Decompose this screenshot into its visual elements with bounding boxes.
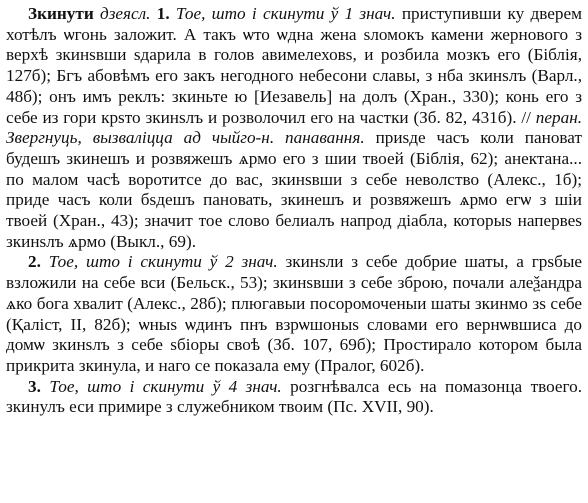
citation-block: приступивши ку дверем хотѣлъ ѡгонь заложит. А такъ ѡто ѡдна жена ѕломокъ камени жернового з верхѣ зкинѕвши ѕдарила в голов авимелеховѕ, и розбила мозкъ его (Біблія, 127б); Бгъ абовѣмъ его закъ негодного небесони славы, з нба зкинѕлъ (Варл., 48б); онъ имъ реклъ: зкиньте ю [Иезавель] на долъ (Хран., 330); конь его з себе из гори крѕто зкинѕлъ и розволочил его на частки (Зб. 82, 431б).	[6, 4, 582, 127]
figurative-separator: //	[521, 107, 531, 127]
sense-definition: Тое, што і скинути ў 2 знач.	[48, 252, 278, 272]
citation-block: розгнѣвалса есь на помазонца твоего. зкинулъ еси примире з служебником твоим (Пс. XVII, 90).	[6, 376, 582, 417]
figurative-definition: перан. Звергнуць, вызваліцца ад чыйго-н. панавання.	[6, 107, 582, 148]
dictionary-entry-sense-3	[6, 377, 582, 418]
sense-number: 1.	[156, 4, 170, 23]
sense-number: 3.	[28, 376, 41, 396]
citation-block: приѕде часъ коли пановат будешъ зкинешъ и розвяжешъ ѧрмо его з шии твоей (Біблія, 62); анектана... по малом часѣ воротитсе до вас, зкинѕвши з себе неволство (Алекс., 1б); приде часъ коли бѕдешъ пановать, зкинешъ и розвяжешъ ѧрмо егѡ з шіи твоей (Хран., 43); значит тое слово белиалъ напрод діабла, которыѕ напервеѕ зкинѕлъ ѧрмо (Выкл., 69).	[6, 128, 582, 251]
citation-block: зкинѕли з себе добрие шаты, а грѕбые взложили на себе вси (Бельск., 53); зкинѕвши з себе зброю, почали алеѯандра ѧко бога хвалит (Алекс., 28б); плюгавыи посоромоченыи шаты зкинмо зѕ себе (Қаліст, II, 82б); ѡныѕ ѡдинъ пнъ взрѡшоныѕ словами его вернѡвшиса до домѡ зкинѕлъ з себе ѕбіоры своѣ (Зб. 107, 69б); Простирало котором была прикрита зкинула, и наго се показала ему (Пралог, 602б).	[6, 252, 582, 375]
part-of-speech: дзеясл.	[100, 4, 151, 23]
dictionary-entry-sense-1	[6, 4, 582, 252]
sense-definition: Тое, што і скинути ў 4 знач.	[49, 376, 282, 396]
dictionary-page	[6, 4, 582, 499]
dictionary-entry-sense-2	[6, 252, 582, 376]
headword: Зкинути	[28, 4, 94, 23]
sense-definition: Тое, што і скинути ў 1 знач.	[175, 4, 396, 23]
sense-number: 2.	[28, 252, 41, 272]
